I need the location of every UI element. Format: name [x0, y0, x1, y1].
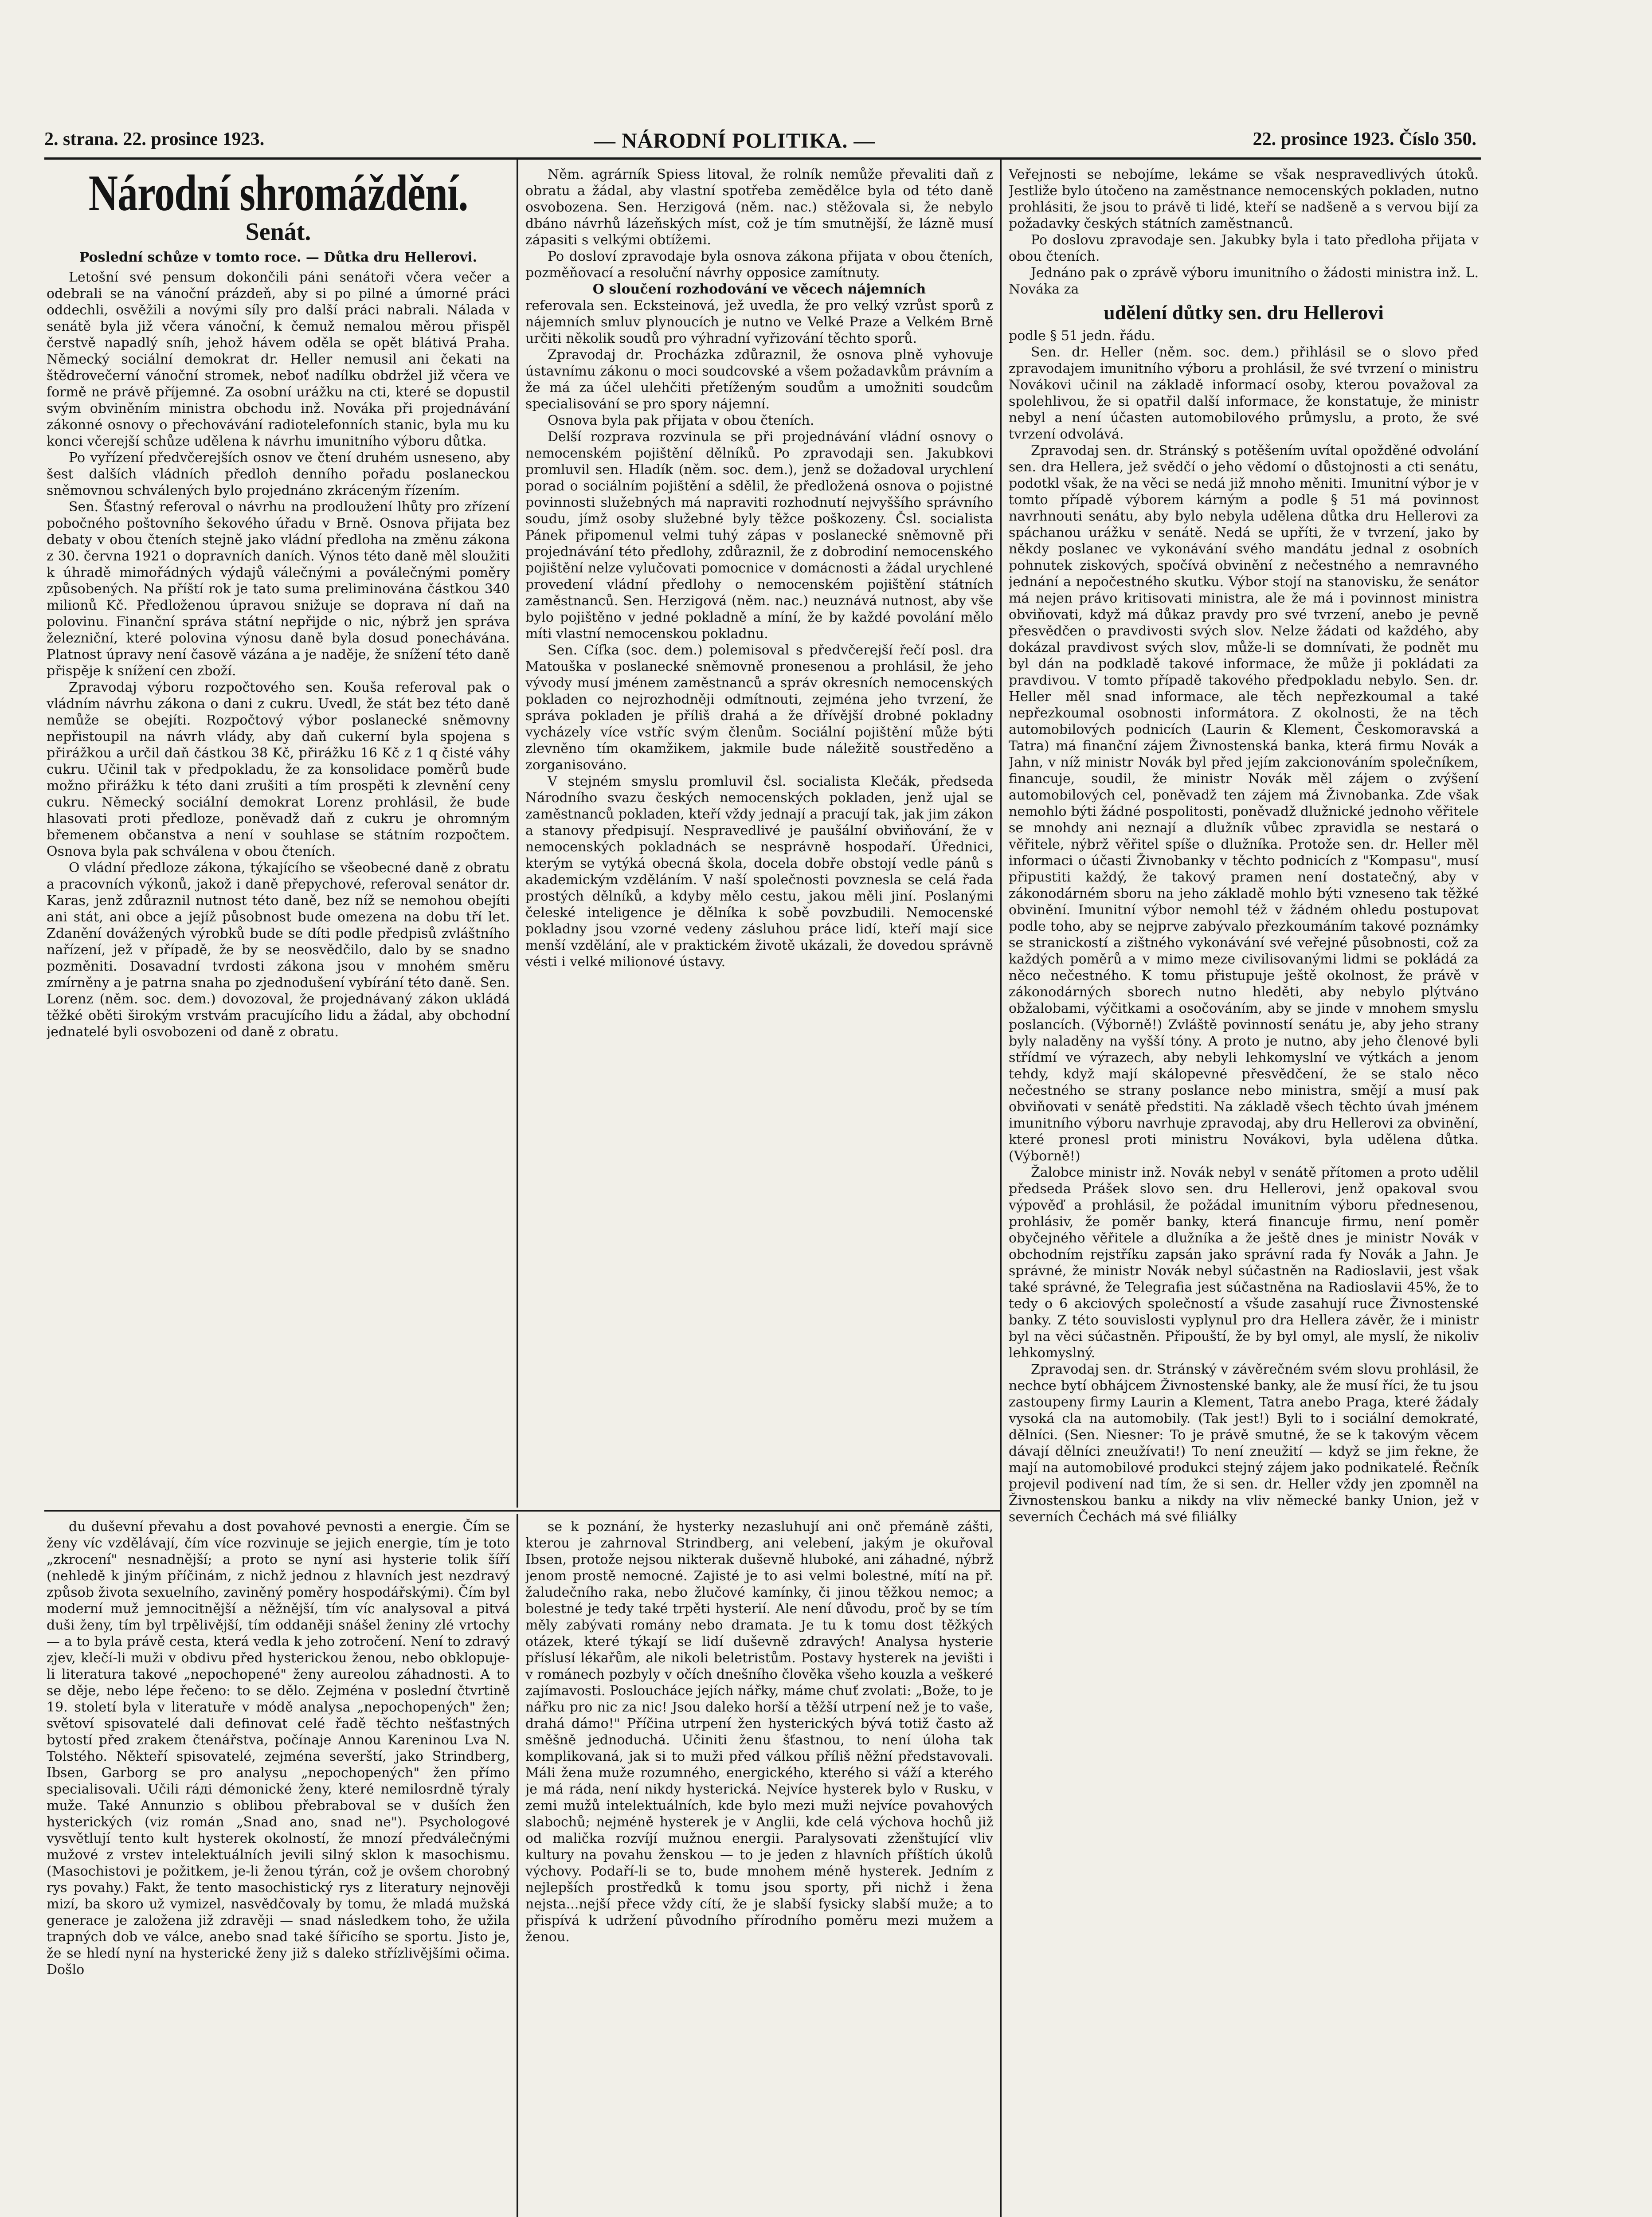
paragraph: Zpravodaj sen. dr. Stránský v závěrečném svém slovu prohlásil, že nechce bytí obhájcem Živnostenské banky, ale že musí říci, že tu jsou zastoupeny firmy Laurin a Klement, Tatra anebo Praga, které žádaly vysoká cla na automobily. (Tak jest!) Byli to i sociální demokraté, dělníci. (Sen. Niesner: To je právě smutné, že se k takovým věcem dávají dělníci zneužívati!) To není zneužití — když se jim řekne, že mají na automobilové produkci stejný zájem jako podnikatelé. Řečník projevil podivení nad tím, že si sen. dr. Heller vždy jen zpomněl na Živnostenskou banku a nikdy na vliv německé banky Union, jež v severních Čechách má své filiálky	[1009, 1362, 1479, 1525]
paragraph: Po vyřízení předvčerejších osnov ve čtení druhém usneseno, aby šest dalších vládních předloh denního pořadu poslaneckou sněmovnou schválených bylo projednáno zkráceným řízením.	[47, 450, 510, 498]
section-heading: O sloučení rozhodování ve věcech nájemních	[592, 282, 926, 297]
paragraph: Něm. agrárník Spiess litoval, že rolník nemůže převaliti daň z obratu a žádal, aby vlastní spotřeba zemědělce byla od této daně osvobozena. Sen. Herzigová (něm. nac.) stěžovala si, že nebylo dbáno návrhů lázeňských míst, což je tím smutnější, že lázně musí zápasiti s velkými obtížemi.	[525, 167, 993, 248]
column-divider-2	[1000, 160, 1002, 2217]
paragraph: Zpravodaj výboru rozpočtového sen. Kouša referoval pak o vládním návrhu zákona o dani z cukru. Uvedl, že stát bez této daně nemůže se obejíti. Rozpočtový výbor poslanecké sněmovny nepřistoupil na návrh vlády, aby daň cukerní byla spojena s přirážkou a určil daň částkou 38 Kč, přirážku 16 Kč z 1 q čisté váhy cukru. Učinil tak v předpokladu, že za konsolidace poměrů bude možno přirážku k této dani zrušiti a tím prospěti k zlevnění ceny cukru. Německý sociální demokrat Lorenz prohlásil, že bude hlasovati proti předloze, poněvadž daň z cukru je ohromným břemenem občanstva a není v souhlase se státním rozpočtem. Osnova byla pak schválena v obou čteních.	[47, 680, 510, 859]
paragraph: Osnova byla pak přijata v obou čteních.	[548, 413, 814, 428]
paragraph: Žalobce ministr inž. Novák nebyl v senátě přítomen a proto udělil předseda Prášek slovo sen. dru Hellerovi, jenž opakoval svou výpověď a prohlásil, že požádal imunitním výboru přednesenou, prohlásiv, že poměr banky, která financuje firmu, není poměr obyčejného věřitele a dlužníka a že ještě dnes je ministr Novák v obchodním rejstříku zapsán jako správní rada fy Novák a Jahn. Je správné, že ministr Novák nebyl súčastněn na Radioslavii, jest však také správné, že Telegrafia jest súčastněna na Radioslavii 45%, že to tedy o 6 akciových společností a všude zasahují ruce Živnostenské banky. Z této souvislosti vyplynul pro dra Hellera závěr, že i ministr byl na věci súčastněn. Připouští, že by byl omyl, ale myslí, že nikoliv lehkomyslný.	[1009, 1165, 1479, 1361]
column-3	[1009, 166, 1479, 2217]
paragraph: Letošní své pensum dokončili páni senátoři včera večer a odebrali se na vánoční prázdeň, aby si po pilné a úmorné práci oddechli, osvěžili a novými síly pro další práci nabrali. Nálada v senátě byla již včera vánoční, k čemuž nemalou měrou přispěl čerstvě napadlý sníh, jehož hávem oděla se opět blátivá Praha. Německý sociální demokrat dr. Heller nemusil ani čekati na štědrovečerní vánoční stromek, neboť nadílku obdržel již včera ve formě ne právě příjemné. Za osobní urážku na cti, které se dopustil svým obviněním ministra obchodu inž. Nováka při projednávání zákonné osnovy o přechovávání radiotelefonních stanic, byla mu ku konci včerejší schůze udělena k návrhu imunitního výboru důtka.	[47, 270, 510, 449]
paragraph: Po dosloví zpravodaje byla osnova zákona přijata v obou čteních, pozměňovací a resoluční návrhy opposice zamítnuty.	[525, 249, 993, 281]
header-issue-right: 22. prosince 1923. Číslo 350.	[1253, 129, 1476, 149]
paragraph: Sen. Šťastný referoval o návrhu na prodloužení lhůty pro zřízení pobočného poštovního šekového úřadu v Brně. Osnova přijata bez debaty v obou čteních stejně jako vládní předloha na změnu zákona z 30. června 1921 o dopravních daních. Výnos této daně měl sloužiti k úhradě mimořádných výdajů válečnými a poválečnými poměry způsobených. Na příští rok je tato suma preliminována částkou 340 milionů Kč. Předloženou úpravou snižuje se doprava ní daň na polovinu. Finanční správa státní nepřijde o nic, nýbrž jen správa železniční, které polovina výnosu daně byla dosud ponechávána. Platnost úpravy není časově vázána a je naděje, že snížení této daně přispěje k snížení cen zboží.	[47, 499, 510, 679]
paragraph: Sen. Cífka (soc. dem.) polemisoval s předvčerejší řečí posl. dra Matouška v poslanecké sněmovně pronesenou a prohlásil, že jeho vývody musí jménem zaměstnanců a správ okresních nemocenských pokladen co nejrozhodněji odmítnouti, zejména jeho tvrzení, že správa pokladen je příliš drahá a že dřívější drobné pokladny vycházely více vstříc svým členům. Sociální pojištění může býti zlevněno tím okamžikem, jakmile bude náležitě soustředěno a zorganisováno.	[525, 642, 993, 773]
paragraph: se k poznání, že hysterky nezasluhují ani onč přemáně zášti, kterou je zahrnoval Strindberg, ani velebení, jakým je okuřoval Ibsen, protože nejsou nikterak duševně hluboké, ani záhadné, nýbrž jenom prostě nemocné. Zajisté je to asi velmi bolestné, mítí na př. žaludečního raka, nebo žlučové kamínky, či jinou těžkou nemoc; a bolestné je tedy také trpěti hysterií. Ale není důvodu, proč by se tím měly zabývati romány nebo dramata. Je tu k tomu dost těžkých otázek, které týkají se lidí duševně zdravých! Analysa hysterie příslusí lékařům, ale nikoli beletristům. Postavy hysterek na jevišti i v románech pozbyly v očích dnešního člověka všeho kouzla a veškeré zajímavosti. Posloucháce jejích nářky, máme chuť zvolati: „Bože, to je nářku pro nic za nic! Jsou daleko horší a těžší utrpení než je to vaše, drahá dámo!" Příčina utrpení žen hysterických bývá totiž často až směšně jednoduchá. Učiniti ženu šťastnou, to není úloha tak komplikovaná, jak si to muži před válkou příliš něžní představovali. Máli žena muže rozumného, energického, kterého si váží a kterého je má ráda, není nikdy hysterická. Nejvíce hysterek bylo v Rusku, v zemi mužů intelektuálních, kde bylo mezi muži nejvíce povahových slabochů; nejméně hysterek je v Anglii, kde celá výchova hochů již od malička rozvíjí mužnou energii. Paralysovati zženštující vliv kultury na povahu ženskou — to je jeden z hlavních příštích úkolů výchovy. Podaří-li se to, bude mnohem méně hysterek. Jedním z nejlepších prostředků k tomu jsou sporty, při nichž i žena nejsta...nejší přece vždy cítí, že je slabší fysicky slabší muže; a to přispívá k udržení původního přírodního poměru mezi mužem a ženou.	[525, 1519, 993, 1945]
paragraph: Zpravodaj dr. Procházka zdůraznil, že osnova plně vyhovuje ústavnímu zákonu o moci soudcovské a všem požadavkům právním a že má za účel ulehčiti přetíženým soudům a umožniti soudcům specialisování se pro spory nájemní.	[525, 347, 993, 412]
page-header	[44, 129, 1476, 155]
paragraph: Sen. dr. Heller (něm. soc. dem.) přihlásil se o slovo před zpravodajem imunitního výboru a prohlásil, že své tvrzení o ministru Novákovi učinil na základě informací osoby, kterou považoval za spolehlivou, že si opatřil další informace, že konstatuje, že ministr nebyl a není účasten automobilového průmyslu, a proto, že své tvrzení odvolává.	[1009, 345, 1479, 442]
column-divider-1	[517, 160, 518, 1508]
paragraph: referovala sen. Ecksteinová, jež uvedla, že pro velký vzrůst sporů z nájemních smluv plynoucích je nutno ve Velké Praze a Velkém Brně určiti několik soudů pro výhradní vyřizování těchto sporů.	[525, 298, 993, 346]
paragraph: podle § 51 jedn. řádu.	[1009, 328, 1155, 344]
header-rule	[44, 157, 1481, 160]
feuilleton-column-1	[47, 1519, 510, 2217]
section-heading: udělení důtky sen. dru Hellerovi	[1104, 301, 1384, 324]
paragraph: Jednáno pak o zprávě výboru imunitního o žádosti ministra inž. L. Nováka za	[1009, 265, 1479, 297]
header-date-left: 2. strana. 22. prosince 1923.	[44, 129, 265, 149]
feuilleton-column-2	[525, 1519, 993, 2217]
feuilleton-divider	[517, 1514, 518, 2217]
masthead: — NÁRODNÍ POLITIKA. —	[594, 129, 876, 153]
paragraph: Veřejnosti se nebojíme, lekáme se však nespravedlivých útoků. Jestliže bylo útočeno na zaměstnance nemocenských pokladen, nutno prohlásiti, že jsou to právě ti lidé, kteří se nadšeně a s vervou bijí za požadavky českých státních zaměstnanců.	[1009, 167, 1479, 231]
paragraph: Zpravodaj sen. dr. Stránský s potěšením uvítal opožděné odvolání sen. dra Hellera, jež svědčí o jeho vědomí o důstojnosti a cti senátu, podotkl však, že na věci se nedá již mnoho měniti. Imunitní výbor je v tomto případě výborem kárným a podle § 51 má povinnost navrhnouti senátu, aby bylo nebyla udělena důtka dru Hellerovi za spáchanou urážku v senátě. Nedá se upříti, že v tvrzení, jako by někdy poslanec ve vykonávání svého mandátu jednal z osobních pohnutek ziskových, spočívá obvinění z nečestného a nemravného jednání a nepočestného skutku. Výbor stojí na stanovisku, že senátor má nejen právo kritisovati ministra, ale že má i povinnost ministra obviňovati, když má důkaz pravdy pro své tvrzení, anebo je pevně přesvědčen o pravdivosti svých slov. Nelze žádati od každého, aby dokázal pravdivost svých slov, může-li se domnívati, že podnět mu byl dán na podkladě takové informace, že může ji pokládati za pravdivou. V tomto případě takového předpokladu nebylo. Sen. dr. Heller měl snad informace, ale těch nepřezkoumal a také nepřezkoumal osobnosti informátora. Z okolnosti, že na těch automobilových podnicích (Laurin & Klement, Českomoravská a Tatra) má finanční zájem Živnostenská banka, která firmu Novák a Jahn, v níž ministr Novák byl před jejím zakcionováním společníkem, financuje, soudil, že ministr Novák měl zájem o zvýšení automobilových cel, poněvadž ten zájem má Živnobanka. Zde však nemohlo býti žádné pospolitosti, poněvadž dlužnické jednoho věřitele se mnohdy ani neznají a dlužník vůbec zpravidla se nestará o věřitele, nýbrž věřitel spíše o dlužníka. Protože sen. dr. Heller měl informaci o účasti Živnobanky v těchto podnicích z "Kompasu", musí připustiti každý, že takový pramen není dostatečný, aby v zákonodárném sboru na jeho základě mohlo býti vzneseno tak těžké obvinění. Imunitní výbor nemohl též v žádném ohledu postupovat podle toho, aby se nejprve zabývalo přezkoumáním takové poznámky se stranickostí a zištného vykonávání své veřejné působnosti, což za každých poměrů a v mimo meze civilisovanými lidmi se pokládá za něco nečestného. K tomu přistupuje ještě okolnost, že právě v zákonodárných sborech nutno hleděti, aby nebylo plýtváno obžalobami, výčitkami a osočováním, aby se jinde v mnohem smyslu poslancích. (Výborně!) Zvláště povinností senátu je, aby jeho strany byly naladěny na vyšší tóny. A proto je nutno, aby jeho členové byli střídmí ve výrazech, aby nebyli lehkomyslní ve výtkách a jenom tehdy, když mají skálopevné přesvědčení, že se stalo něco nečestného se strany poslance nebo ministra, smějí a musí pak obviňovati v senátě předstiti. Na základě všech těchto úvah jménem imunitního výboru navrhuje zpravodaj, aby dru Hellerovi za obvinění, které pronesl proti ministru Novákovi, byla udělena důtka. (Výborně!)	[1009, 443, 1479, 1164]
article-title: Národní shromáždění.	[88, 166, 468, 221]
paragraph: O vládní předloze zákona, týkajícího se všeobecné daně z obratu a pracovních výkonů, jakož i daně přepychové, referoval senátor dr. Karas, jenž zdůraznil nutnost této daně, bez níž se nemohou obejíti ani stát, ani obce a jejíž působnost bude omezena na dobu tří let. Zdanění dovážených výrobků bude se díti podle předpisů zvláštního nařízení, jež v případě, že by se neosvědčilo, dalo by se snadno pozměniti. Dosavadní tvrdosti zákona jsou v mnohém směru zmírněny a je patrna snaha po zjednodušení vybírání této daně. Sen. Lorenz (něm. soc. dem.) dovozoval, že projednávaný zákon ukládá těžké oběti širokým vrstvám pracujícího lidu a žádal, aby obchodní jednatelé byli osvobozeni od daně z obratu.	[47, 860, 510, 1040]
column-2	[525, 166, 993, 1505]
paragraph: du duševní převahu a dost povahové pevnosti a energie. Čím se ženy víc vzdělávají, čím více rozvinuje se jejich energie, tím je toto „zkrocení" nesnadnější; a proto se nyní asi hysterie tolik šíří (nehledě k jiným příčinám, z nichž jednou z hlavních jest nezdravý způsob života sexuelního, zaviněný poměry hospodářskými). Čím byl moderní muž jemnocitnější a něžnější, tím víc analysoval a pitvá duši ženy, tím byl trpělivější, tím oddaněji snášel ženiny zlé vrtochy — a to byla právě cesta, která vedla k jeho zotročení. Není to zdravý zjev, klečí-li muži v obdivu před hysterickou ženou, nebo obklopuje-li literatura takové „nepochopené" ženy aureolou záhadnosti. A to se děje, nebo lépe řečeno: to se dělo. Zejména v poslední čtvrtině 19. století byla v literatuře v módě analysa „nepochopených" žen; světoví spisovatelé dali definovat celé řadě těchto nešťastných bytostí před zrakem čtenářstva, počínaje Annou Kareninou Lva N. Tolstého. Někteří spisovatelé, zejména severští, jako Strindberg, Ibsen, Garborg se pro analysu „nepochopených" žen přímo specialisovali. Učili ráді démonické ženy, které nemilosrdně týraly muže. Také Annunzio s oblibou přebraboval se v duších žen hysterických (viz román „Snad ano, snad ne"). Psychologové vysvětlují tento kult hysterek okolností, že mnozí předválečnými mužové z vrstev intelektuálních jevili silný sklon k masochismu. (Masochistovi je požitkem, je-li ženou týrán, což je ovšem chorobný rys povahy.) Fakt, že tento masochistický rys z literatury nejnověji mizí, ba skoro už vymizel, nasvědčovaly by tomu, že mladá mužská generace je založena již zdravěji — snad následkem toho, že užila trapných dob ve válce, anebo snad také šířicího se sportu. Jisto je, že se hledí nyní na hysterické ženy již s daleko střízlivějšími očima. Došlo	[47, 1519, 510, 1978]
column-1	[47, 166, 510, 1505]
paragraph: V stejném smyslu promluvil čsl. socialista Klečák, předseda Národního svazu českých nemocenských pokladen, jenž ujal se zaměstnanců pokladen, kteří vždy jednají a pracují tak, jak jim zákon a stanovy předpisují. Nespravedlivé je paušální obviňování, že v nemocenských pokladnách se nesprávně hospodaří. Úřednici, kterým se vytýká obecná škola, docela dobře obstojí vedle pánů s akademickým vzděláním. V naší společnosti povznesla se celá řada prostých dělníků, a kdyby mělo cestu, jakou měli jiní. Poslanými čeleské inteligence je dělníka k sobě povzbudili. Nemocenské pokladny jsou vzorné vedeny zásluhou práce lidí, kteří mají sice menší vzdělání, ale v praktickém životě ukázali, že dovedou správně vésti i velké milionové ústavy.	[525, 774, 993, 970]
paragraph: Po doslovu zpravodaje sen. Jakubky byla i tato předloha přijata v obou čteních.	[1009, 232, 1479, 264]
article-lede: Poslední schůze v tomto roce. — Důtka dru Hellerovi.	[79, 250, 478, 265]
article-subtitle: Senát.	[245, 218, 311, 246]
feuilleton-rule	[44, 1510, 1000, 1512]
paragraph: Delší rozprava rozvinula se při projednávání vládní osnovy o nemocenském pojištění dělníků. Po zpravodaji sen. Jakubkovi promluvil sen. Hladík (něm. soc. dem.), jenž se dožadoval urychlení porad o sociálním pojištění a sdělil, že předložená osnova o pojistné povinnosti služebných má napraviti rozhodnutí nejvyššího správního soudu, jímž osoby služebné byly těžce poškozeny. Čsl. socialista Pánek připomenul velmi tuhý zápas v poslanecké sněmovně při projednávání této předlohy, zdůraznil, že z dobrodiní nemocenského pojištění nelze vylučovati pomocnice v domácnosti a žádal urychlené provedení vládní předlohy o nemocenském pojištění státních zaměstnanců. Sen. Herzigová (něm. nac.) neuznává nutnost, aby vše bylo pojištěno v jedné pokladně a míní, že by každé povolání mělo míti vlastní nemocenskou pokladnu.	[525, 429, 993, 642]
